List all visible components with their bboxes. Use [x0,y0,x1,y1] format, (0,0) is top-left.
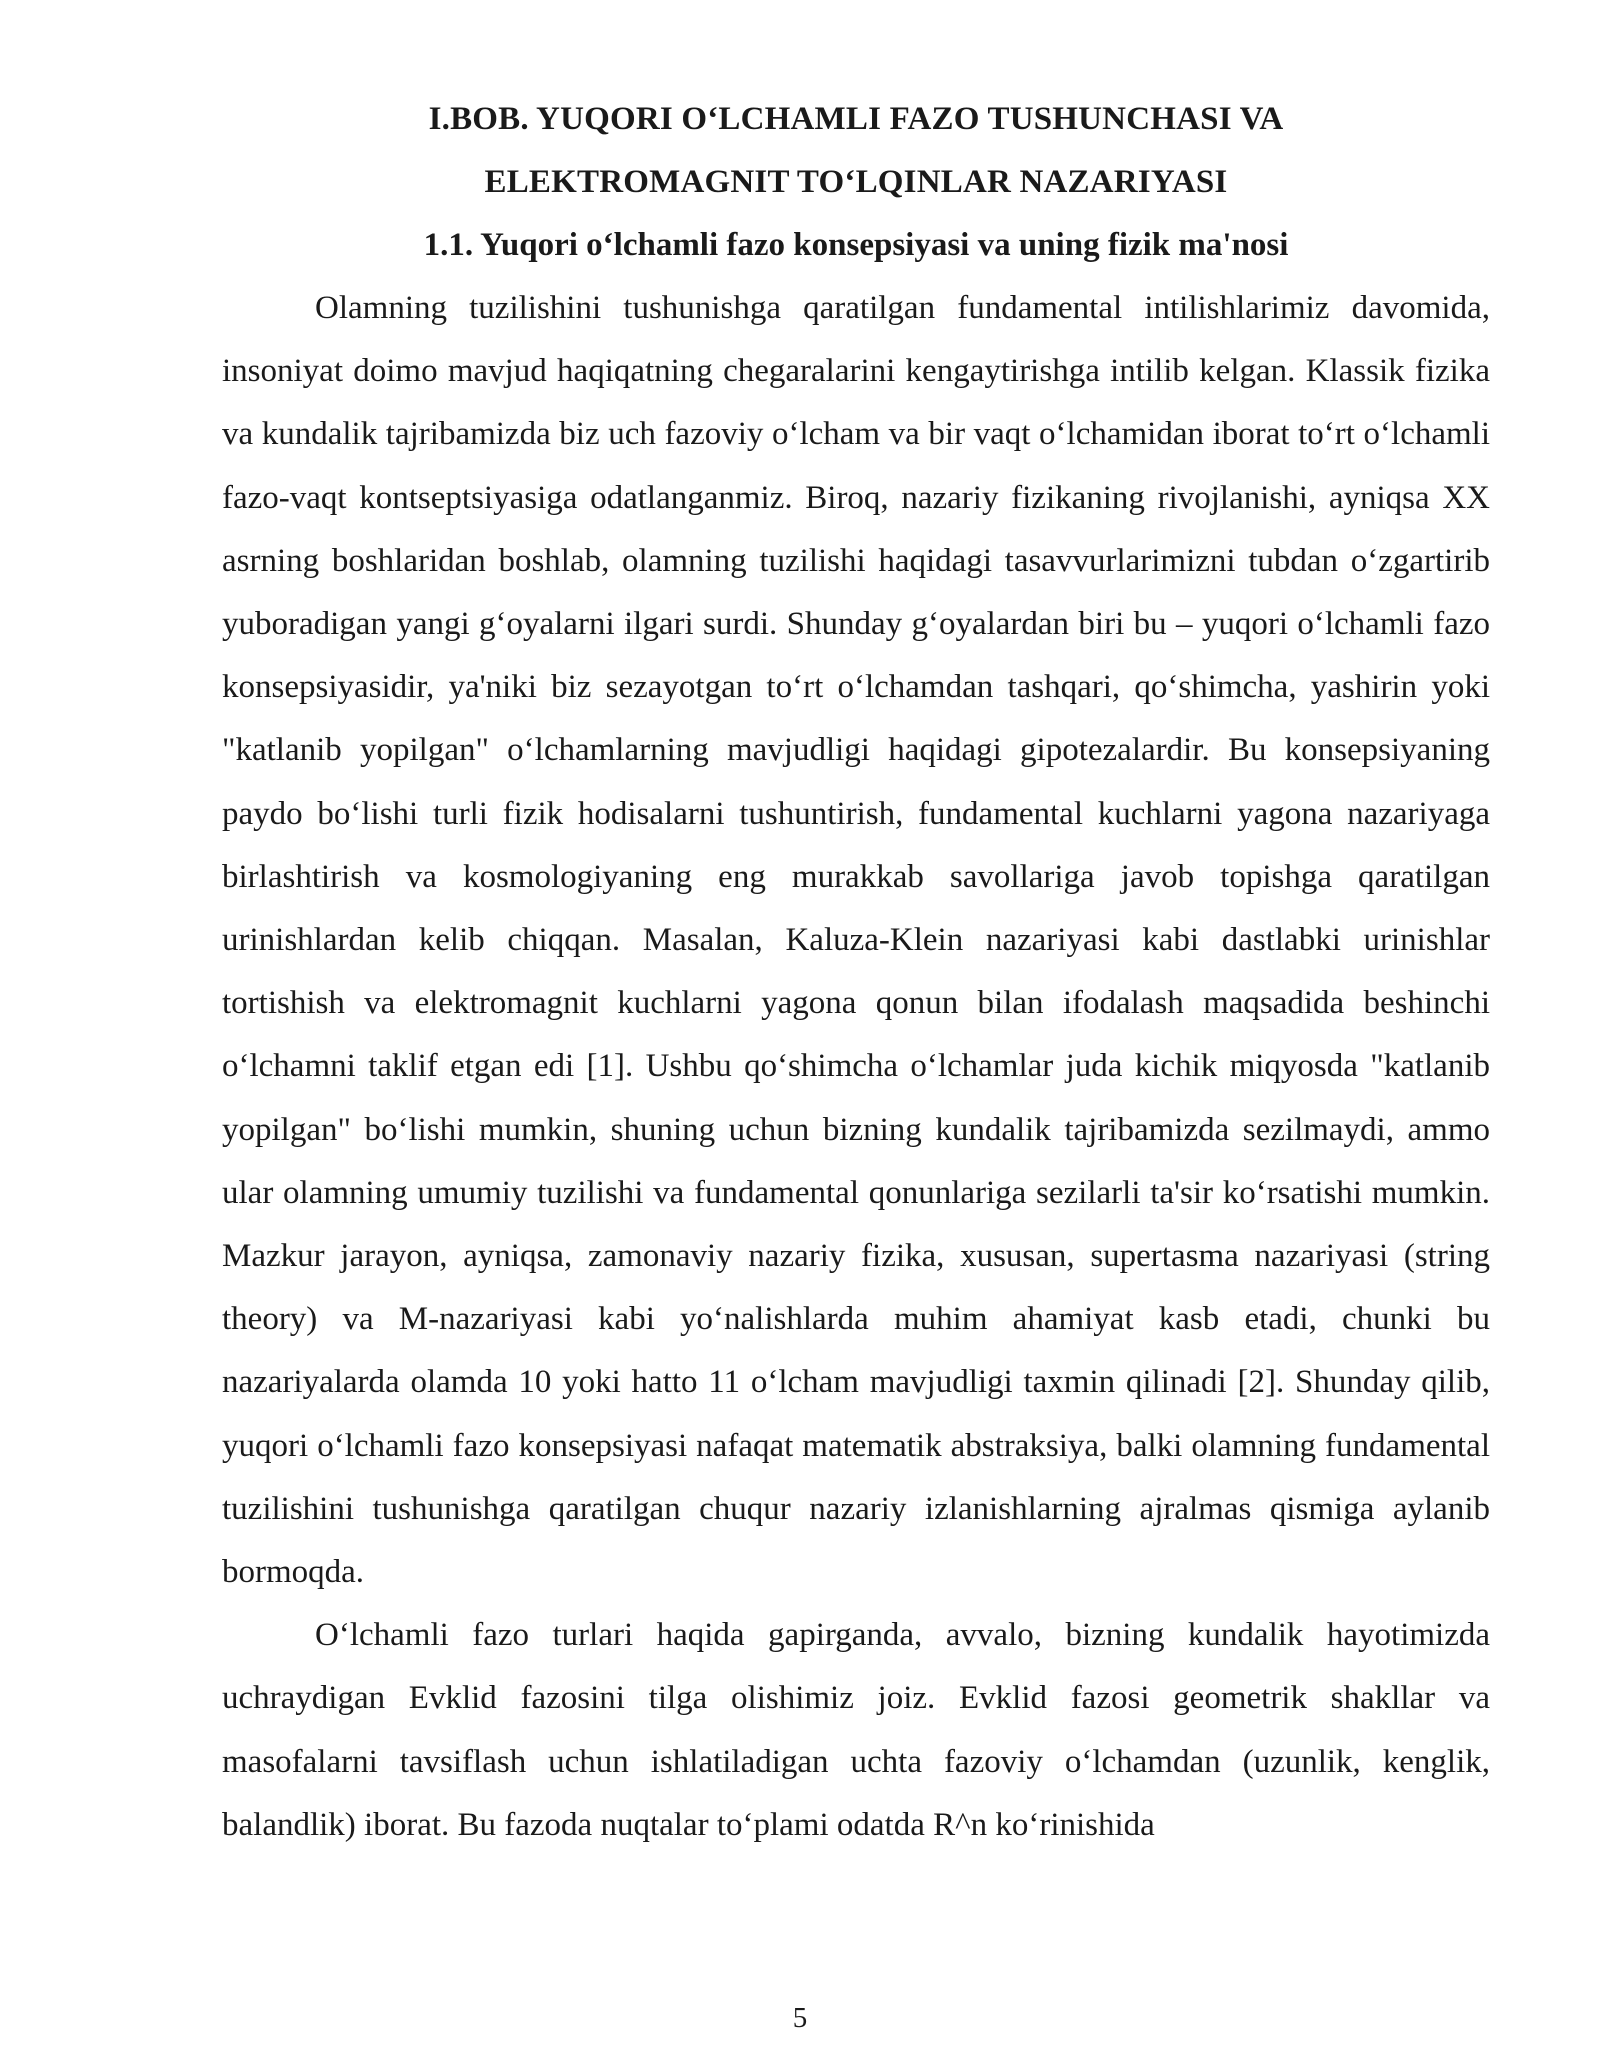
chapter-title-line-1: I.BOB. YUQORI O‘LCHAMLI FAZO TUSHUNCHASI VA [428,101,1284,137]
chapter-title-line-2: ELEKTROMAGNIT TO‘LQINLAR NAZARIYASI [484,164,1228,200]
chapter-title [222,88,1490,214]
section-title: 1.1. Yuqori o‘lchamli fazo konsepsiyasi va uning fizik ma'nosi [423,227,1289,263]
page-content [222,88,1490,1857]
body-paragraph-1: Olamning tuzilishini tushunishga qaratilgan fundamental intilishlarimiz davomida, insoniyat doimo mavjud haqiqatning chegaralarini kengaytirishga intilib kelgan. Klassik fizika va kundalik tajribamizda biz uch fazoviy o‘lcham va bir vaqt o‘lchamidan iborat to‘rt o‘lchamli fazo-vaqt kontseptsiyasiga odatlanganmiz. Biroq, nazariy fizikaning rivojlanishi, ayniqsa XX asrning boshlaridan boshlab, olamning tuzilishi haqidagi tasavvurlarimizni tubdan o‘zgartirib yuboradigan yangi g‘oyalarni ilgari surdi. Shunday g‘oyalardan biri bu – yuqori o‘lchamli fazo konsepsiyasidir, ya'niki biz sezayotgan to‘rt o‘lchamdan tashqari, qo‘shimcha, yashirin yoki "katlanib yopilgan" o‘lchamlarning mavjudligi haqidagi gipotezalardir. Bu konsepsiyaning paydo bo‘lishi turli fizik hodisalarni tushuntirish, fundamental kuchlarni yagona nazariyaga birlashtirish va kosmologiyaning eng murakkab savollariga javob topishga qaratilgan urinishlardan kelib chiqqan. Masalan, Kaluza-Klein nazariyasi kabi dastlabki urinishlar tortishish va elektromagnit kuchlarni yagona qonun bilan ifodalash maqsadida beshinchi o‘lchamni taklif etgan edi [1]. Ushbu qo‘shimcha o‘lchamlar juda kichik miqyosda "katlanib yopilgan" bo‘lishi mumkin, shuning uchun bizning kundalik tajribamizda sezilmaydi, ammo ular olamning umumiy tuzilishi va fundamental qonunlariga sezilarli ta'sir ko‘rsatishi mumkin. Mazkur jarayon, ayniqsa, zamonaviy nazariy fizika, xususan, supertasma nazariyasi (string theory) va M-nazariyasi kabi yo‘nalishlarda muhim ahamiyat kasb etadi, chunki bu nazariyalarda olamda 10 yoki hatto 11 o‘lcham mavjudligi taxmin qilinadi [2]. Shunday qilib, yuqori o‘lchamli fazo konsepsiyasi nafaqat matematik abstraksiya, balki olamning fundamental tuzilishini tushunishga qaratilgan chuqur nazariy izlanishlarning ajralmas qismiga aylanib bormoqda. [222,290,1490,1591]
page-number: 5 [792,2002,808,2034]
body-paragraph-2: O‘lchamli fazo turlari haqida gapirganda, avvalo, bizning kundalik hayotimizda uchraydigan Evklid fazosini tilga olishimiz joiz. Evklid fazosi geometrik shakllar va masofalarni tavsiflash uchun ishlatiladigan uchta fazoviy o‘lchamdan (uzunlik, kenglik, balandlik) iborat. Bu fazoda nuqtalar to‘plami odatda R^n ko‘rinishida [222,1617,1490,1843]
